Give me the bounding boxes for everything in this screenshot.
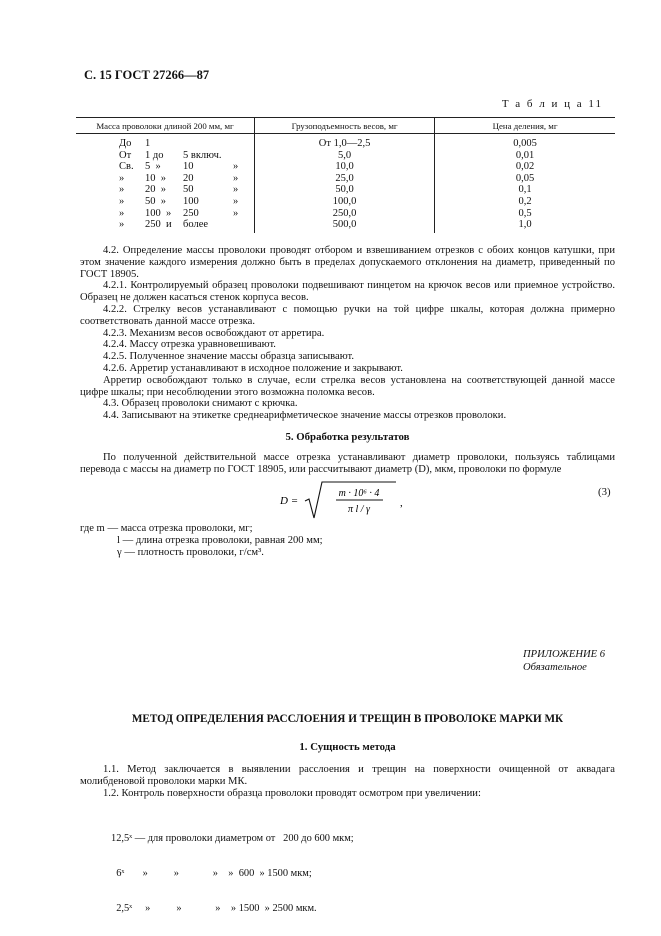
- cell-mass: [76, 134, 254, 150]
- mass-part: »: [233, 161, 239, 173]
- mass-part: »: [119, 207, 125, 219]
- mass-part: более: [183, 219, 209, 231]
- cell-division: 0,005: [435, 134, 615, 150]
- cell-division: 1,0: [435, 219, 615, 233]
- cell-mass: [76, 184, 254, 196]
- mass-part: От: [119, 149, 132, 161]
- mass-part: »: [119, 184, 125, 196]
- mass-part: 100: [183, 195, 199, 207]
- mass-part: [183, 138, 233, 150]
- mass-part: 250 и: [145, 219, 172, 231]
- magnification-line: 2,5ˣ » » » » 1500 » 2500 мкм.: [111, 903, 317, 915]
- where-line: l — длина отрезка проволоки, равная 200 мм;: [117, 534, 323, 546]
- mass-part: До: [119, 138, 132, 149]
- formula-3: [278, 478, 418, 525]
- col-header-mass: Масса проволоки длиной 200 мм, мг: [76, 118, 254, 134]
- paragraph: 4.2.2. Стрелку весов устанавливают с помощью ручки на той цифре шкалы, которая должна примерно соответствовать данной массе отрезка.: [80, 303, 615, 327]
- mass-part: 20 »: [145, 184, 166, 196]
- mass-part: 100 »: [145, 207, 172, 219]
- paragraph: 1.2. Контроль поверхности образца проволоки проводят осмотром при увеличении:: [103, 787, 481, 799]
- cell-capacity: 10,0: [254, 161, 434, 173]
- paragraph: 4.2.1. Контролируемый образец проволоки подвешивают пинцетом на крючок весов или приемное устройство. Образец не должен касаться стенок корпуса весов.: [80, 280, 615, 304]
- where-block: [80, 523, 615, 558]
- magnification-list: [111, 809, 354, 927]
- section-4-text: [80, 245, 615, 422]
- paragraph: 4.2.3. Механизм весов освобождают от арретира.: [103, 327, 325, 339]
- appendix-status: Обязательное: [523, 662, 587, 673]
- formula-lhs: D =: [280, 495, 299, 507]
- paragraph: 1.1. Метод заключается в выявлении расслоения и трещин на поверхности очищенной от аквадага молибденовой проволоки марки МК.: [80, 764, 615, 787]
- appendix-section-title: 1. Сущность метода: [299, 741, 396, 753]
- mass-part: [233, 138, 253, 150]
- appendix-title: МЕТОД ОПРЕДЕЛЕНИЯ РАССЛОЕНИЯ И ТРЕЩИН В ПРОВОЛОКЕ МАРКИ МК: [131, 713, 564, 725]
- paragraph: Арретир освобождают только в случае, если стрелка весов установлена на соответствующей данной массе цифре шкалы; при несоблюдении этого возможна поломка весов.: [80, 374, 615, 398]
- section-5-title: 5. Обработка результатов: [285, 431, 410, 443]
- page-header: С. 15 ГОСТ 27266—87: [84, 68, 210, 82]
- cell-capacity: 5,0: [254, 150, 434, 162]
- mass-part: 10 »: [145, 172, 166, 184]
- formula-graphic: [278, 478, 418, 522]
- table-row: [76, 161, 615, 173]
- table-row: [76, 150, 615, 162]
- section-5-text: [80, 452, 615, 476]
- cell-mass: [76, 219, 254, 233]
- cell-capacity: От 1,0—2,5: [254, 134, 434, 150]
- magnification-line: 6ˣ » » » » 600 » 1500 мкм;: [111, 867, 312, 879]
- cell-division: 0,5: [435, 208, 615, 220]
- paragraph: 4.2.6. Арретир устанавливают в исходное положение и закрывают.: [103, 362, 403, 374]
- cell-mass: [76, 173, 254, 185]
- mass-part: 5 »: [145, 161, 161, 173]
- formula-number: (3): [598, 486, 611, 498]
- formula-numerator: m · 10⁶ · 4: [338, 488, 380, 499]
- formula-denominator: π l / γ: [347, 504, 371, 515]
- mass-part: 50 »: [145, 195, 166, 207]
- mass-part: »: [233, 207, 239, 219]
- col-header-division: Цена деления, мг: [435, 118, 615, 134]
- mass-part: 50: [183, 184, 194, 196]
- paragraph: 4.3. Образец проволоки снимают с крючка.: [103, 398, 298, 410]
- col-header-capacity: Грузоподъемность весов, мг: [254, 118, 434, 134]
- mass-part: 20: [183, 172, 194, 184]
- appendix-text: [80, 764, 615, 799]
- paragraph: 4.4. Записывают на этикетке среднеарифметическое значение массы отрезков проволоки.: [103, 410, 507, 422]
- cell-capacity: 500,0: [254, 219, 434, 233]
- appendix-label-block: [523, 648, 605, 674]
- table-row: [76, 219, 615, 233]
- magnification-line: 12,5ˣ — для проволоки диаметром от 200 до 600 мкм;: [111, 832, 354, 844]
- where-line: где m — масса отрезка проволоки, мг;: [80, 523, 253, 534]
- mass-part: 1: [145, 138, 151, 149]
- mass-part: »: [119, 195, 125, 207]
- table-row: [76, 184, 615, 196]
- cell-division: 0,1: [435, 184, 615, 196]
- mass-part: »: [233, 184, 239, 196]
- cell-mass: [76, 208, 254, 220]
- table-11: [76, 117, 615, 233]
- cell-mass: [76, 150, 254, 162]
- mass-part: »: [119, 219, 125, 231]
- mass-part: 10: [183, 161, 194, 173]
- mass-part: »: [233, 172, 239, 184]
- mass-part: 1 до: [145, 149, 164, 161]
- cell-mass: [76, 196, 254, 208]
- mass-part: 250: [183, 207, 199, 219]
- cell-capacity: 25,0: [254, 173, 434, 185]
- appendix-label: ПРИЛОЖЕНИЕ 6: [523, 649, 606, 660]
- mass-part: [233, 219, 253, 231]
- table-row: [76, 134, 615, 150]
- table-caption: Т а б л и ц а 11: [501, 98, 603, 110]
- cell-capacity: 250,0: [254, 208, 434, 220]
- paragraph: 4.2. Определение массы проволоки проводят отбором и взвешиванием отрезков с обоих концов катушки, при этом значение каждого измерения должно быть в пределах допускаемого отклонения на диаметр, приведенный по ГОСТ 18905.: [80, 245, 615, 280]
- mass-part: »: [233, 195, 239, 207]
- mass-part: 5 включ.: [183, 149, 222, 161]
- table-row: [76, 173, 615, 185]
- table-row: [76, 208, 615, 220]
- mass-part: »: [119, 172, 125, 184]
- paragraph: По полученной действительной массе отрезка устанавливают диаметр проволоки, пользуясь таблицами перевода с массы на диаметр по ГОСТ 18905, или рассчитывают диаметр (D), мкм, проволоки по формуле: [80, 452, 615, 475]
- where-line: γ — плотность проволоки, г/см³.: [117, 546, 264, 558]
- paragraph: 4.2.4. Массу отрезка уравновешивают.: [103, 339, 276, 351]
- cell-mass: [76, 161, 254, 173]
- formula-comma: ,: [400, 497, 403, 509]
- cell-division: 0,02: [435, 161, 615, 173]
- cell-capacity: 100,0: [254, 196, 434, 208]
- mass-part: Св.: [119, 161, 134, 173]
- cell-division: 0,01: [435, 150, 615, 162]
- mass-part: [233, 150, 253, 162]
- table-body: [76, 134, 615, 233]
- paragraph: 4.2.5. Полученное значение массы образца записывают.: [103, 351, 354, 363]
- table-row: [76, 196, 615, 208]
- cell-capacity: 50,0: [254, 184, 434, 196]
- cell-division: 0,2: [435, 196, 615, 208]
- cell-division: 0,05: [435, 173, 615, 185]
